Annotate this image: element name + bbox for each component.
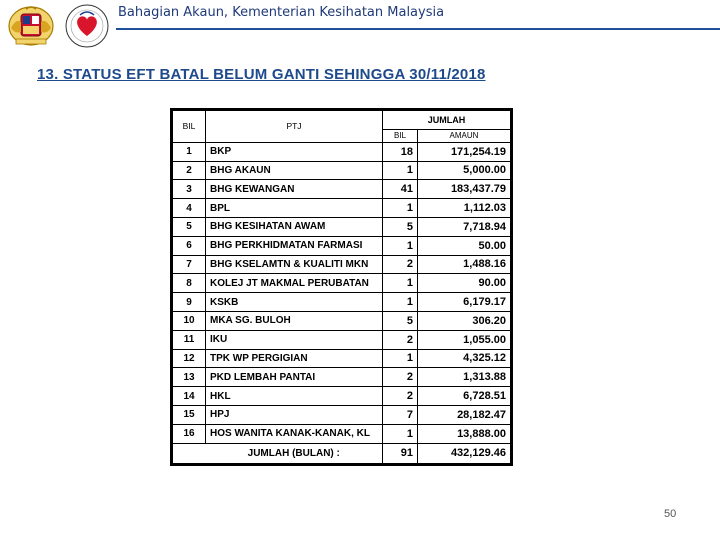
row-count: 2 [383,255,418,274]
row-ptj: IKU [206,330,383,349]
row-count: 2 [383,368,418,387]
row-bil: 13 [173,368,206,387]
row-amaun: 90.00 [418,274,511,293]
row-ptj: BHG KESIHATAN AWAM [206,217,383,236]
row-ptj: BHG KEWANGAN [206,180,383,199]
eft-status-table [170,108,513,466]
row-bil: 4 [173,199,206,218]
row-bil: 3 [173,180,206,199]
table-row [173,142,511,161]
row-count: 1 [383,349,418,368]
row-bil: 12 [173,349,206,368]
table-row [173,424,511,443]
row-count: 7 [383,405,418,424]
total-count: 91 [383,443,418,463]
table-row [173,405,511,424]
row-amaun: 1,055.00 [418,330,511,349]
row-bil: 7 [173,255,206,274]
total-amaun: 432,129.46 [418,443,511,463]
row-amaun: 1,112.03 [418,199,511,218]
row-bil: 14 [173,387,206,406]
row-count: 1 [383,274,418,293]
row-bil: 16 [173,424,206,443]
row-amaun: 50.00 [418,236,511,255]
row-count: 2 [383,330,418,349]
row-bil: 9 [173,293,206,312]
row-ptj: BHG PERKHIDMATAN FARMASI [206,236,383,255]
row-ptj: BPL [206,199,383,218]
header-sub-bil: BIL [383,129,418,142]
coat-of-arms-icon [6,4,56,48]
row-ptj: MKA SG. BULOH [206,311,383,330]
row-amaun: 6,179.17 [418,293,511,312]
table-row [173,180,511,199]
total-label: JUMLAH (BULAN) : [206,443,383,463]
row-count: 1 [383,293,418,312]
row-bil: 15 [173,405,206,424]
row-count: 2 [383,387,418,406]
row-amaun: 4,325.12 [418,349,511,368]
header-divider [116,28,720,30]
slide-header [0,0,720,52]
row-bil: 10 [173,311,206,330]
row-ptj: HKL [206,387,383,406]
row-ptj: BKP [206,142,383,161]
table-row [173,349,511,368]
row-amaun: 183,437.79 [418,180,511,199]
row-ptj: KOLEJ JT MAKMAL PERUBATAN [206,274,383,293]
row-count: 1 [383,199,418,218]
row-amaun: 7,718.94 [418,217,511,236]
total-spacer [173,443,206,463]
page-title: 13. STATUS EFT BATAL BELUM GANTI SEHINGGA 30/11/2018 [37,66,486,83]
table-row [173,330,511,349]
row-count: 1 [383,161,418,180]
row-bil: 1 [173,142,206,161]
table-row [173,311,511,330]
row-amaun: 171,254.19 [418,142,511,161]
row-bil: 5 [173,217,206,236]
row-amaun: 6,728.51 [418,387,511,406]
row-bil: 8 [173,274,206,293]
table-row [173,236,511,255]
table-row [173,387,511,406]
table-row [173,255,511,274]
row-ptj: PKD LEMBAH PANTAI [206,368,383,387]
table-row [173,161,511,180]
page-number: 50 [664,508,677,520]
header-sub-amaun: AMAUN [418,129,511,142]
row-bil: 6 [173,236,206,255]
row-amaun: 28,182.47 [418,405,511,424]
row-count: 5 [383,217,418,236]
row-ptj: HOS WANITA KANAK-KANAK, KL [206,424,383,443]
row-amaun: 1,488.16 [418,255,511,274]
row-count: 5 [383,311,418,330]
row-ptj: KSKB [206,293,383,312]
row-count: 41 [383,180,418,199]
table-row [173,368,511,387]
table-row [173,217,511,236]
header-bil: BIL [173,111,206,143]
row-amaun: 1,313.88 [418,368,511,387]
row-count: 1 [383,424,418,443]
row-count: 1 [383,236,418,255]
header-title: Bahagian Akaun, Kementerian Kesihatan Malaysia [118,5,445,20]
row-ptj: TPK WP PERGIGIAN [206,349,383,368]
row-bil: 11 [173,330,206,349]
row-ptj: BHG KSELAMTN & KUALITI MKN [206,255,383,274]
row-amaun: 13,888.00 [418,424,511,443]
row-amaun: 306.20 [418,311,511,330]
row-amaun: 5,000.00 [418,161,511,180]
total-row [173,443,511,463]
header-jumlah: JUMLAH [383,111,511,130]
row-ptj: HPJ [206,405,383,424]
table-row [173,199,511,218]
row-bil: 2 [173,161,206,180]
kkm-heart-logo-icon [64,3,110,49]
table-row [173,274,511,293]
table-body [173,142,511,443]
header-ptj: PTJ [206,111,383,143]
row-count: 18 [383,142,418,161]
row-ptj: BHG AKAUN [206,161,383,180]
table-row [173,293,511,312]
